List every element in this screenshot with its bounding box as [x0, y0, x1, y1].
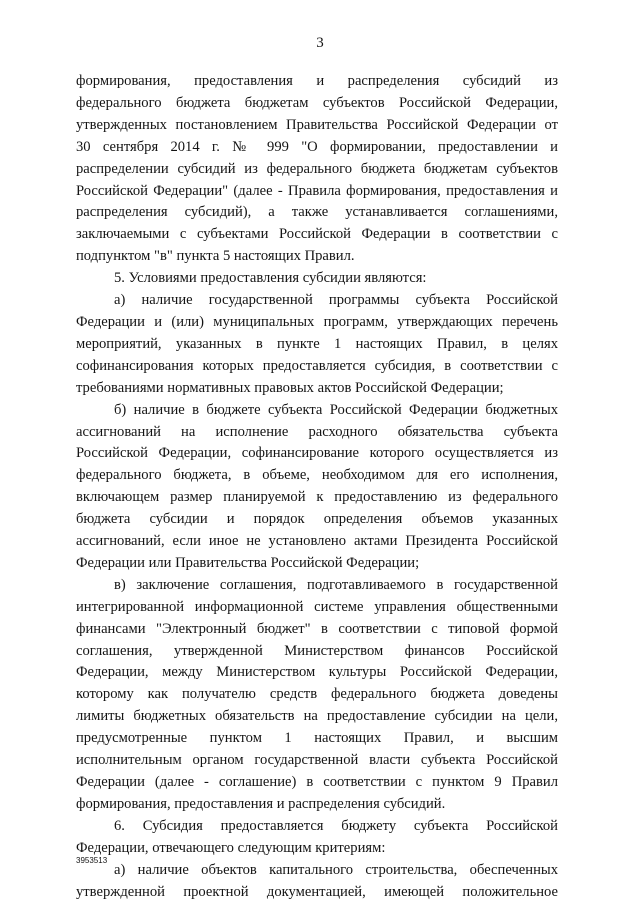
text-line: включающем размер планируемой к предоставлению из федерального — [76, 489, 558, 506]
text-line: предусмотренные пунктом 1 настоящих Правил, и высшим — [76, 730, 558, 747]
text-line: финансами "Электронный бюджет" в соответствии с типовой формой — [76, 620, 558, 637]
text-line: лимиты бюджетных обязательств на предоставление субсидии на цели, — [76, 708, 558, 725]
document-code: 3953513 — [76, 856, 108, 865]
text-line: в) заключение соглашения, подготавливаемого в государственной — [114, 576, 558, 593]
text-line: Федерации, отвечающего следующим критериям: — [76, 839, 386, 856]
text-line: исполнительным органом государственной власти субъекта Российской — [76, 752, 558, 769]
text-line: Российской Федерации, софинансирование которого осуществляется из — [76, 445, 558, 462]
text-line: Федерации или Правительства Российской Федерации; — [76, 554, 420, 571]
text-line: заключаемыми с субъектами Российской Федерации в соответствии с — [76, 226, 558, 243]
text-line: б) наличие в бюджете субъекта Российской Федерации бюджетных — [114, 401, 558, 418]
text-line: интегрированной информационной системе управления общественными — [76, 598, 558, 615]
text-line: формирования, предоставления и распределения субсидий из — [76, 73, 558, 89]
text-line: Федерации, между Министерством культуры Российской Федерации, — [76, 664, 558, 681]
text-line: федерального бюджета бюджетам субъектов Российской Федерации, — [76, 94, 558, 111]
text-line: ассигнований, если иное не установлено актами Президента Российской — [76, 533, 558, 550]
text-line: утвержденных постановлением Правительства Российской Федерации от — [76, 116, 558, 133]
text-line: бюджета субсидии и порядок определения объемов указанных — [76, 511, 558, 528]
text-line: распределения субсидий), а также устанавливается соглашениями, — [76, 204, 558, 221]
text-line: 6. Субсидия предоставляется бюджету субъекта Российской — [114, 817, 558, 834]
text-line: а) наличие объектов капитального строительства, обеспеченных — [114, 861, 558, 878]
text-line: а) наличие государственной программы субъекта Российской — [114, 292, 558, 309]
text-line: формирования, предоставления и распределения субсидий. — [76, 795, 446, 812]
text-line: Федерации (далее - соглашение) в соответствии с пунктом 9 Правил — [76, 774, 558, 790]
text-line: Российской Федерации" (далее - Правила формирования, предоставления и — [76, 182, 558, 199]
text-line: которому как получателю средств федерального бюджета доведены — [76, 686, 558, 703]
page-number: 3 — [316, 35, 324, 51]
text-line: ассигнований на исполнение расходного обязательства субъекта — [76, 423, 558, 440]
text-line: 30 сентября 2014 г. № 999 "О формировании, предоставлении и — [76, 138, 558, 155]
text-line: соглашения, утвержденной Министерством финансов Российской — [76, 642, 558, 659]
text-line: мероприятий, указанных в пункте 1 настоящих Правил, в целях — [76, 335, 558, 352]
text-line: софинансирования которых предоставляется субсидия, в соответствии с — [76, 357, 558, 374]
text-line: утвержденной проектной документацией, имеющей положительное — [76, 883, 558, 900]
text-line: 5. Условиями предоставления субсидии являются: — [114, 270, 427, 287]
text-line: подпунктом "в" пункта 5 настоящих Правил. — [76, 248, 355, 265]
text-line: Федерации и (или) муниципальных программ, утверждающих перечень — [76, 313, 558, 330]
text-line: распределении субсидий из федерального бюджета бюджетам субъектов — [76, 160, 558, 177]
document-body — [76, 71, 558, 903]
text-line: федерального бюджета, в объеме, необходимом для его исполнения, — [76, 467, 558, 484]
text-line: требованиями нормативных правовых актов Российской Федерации; — [76, 379, 504, 396]
